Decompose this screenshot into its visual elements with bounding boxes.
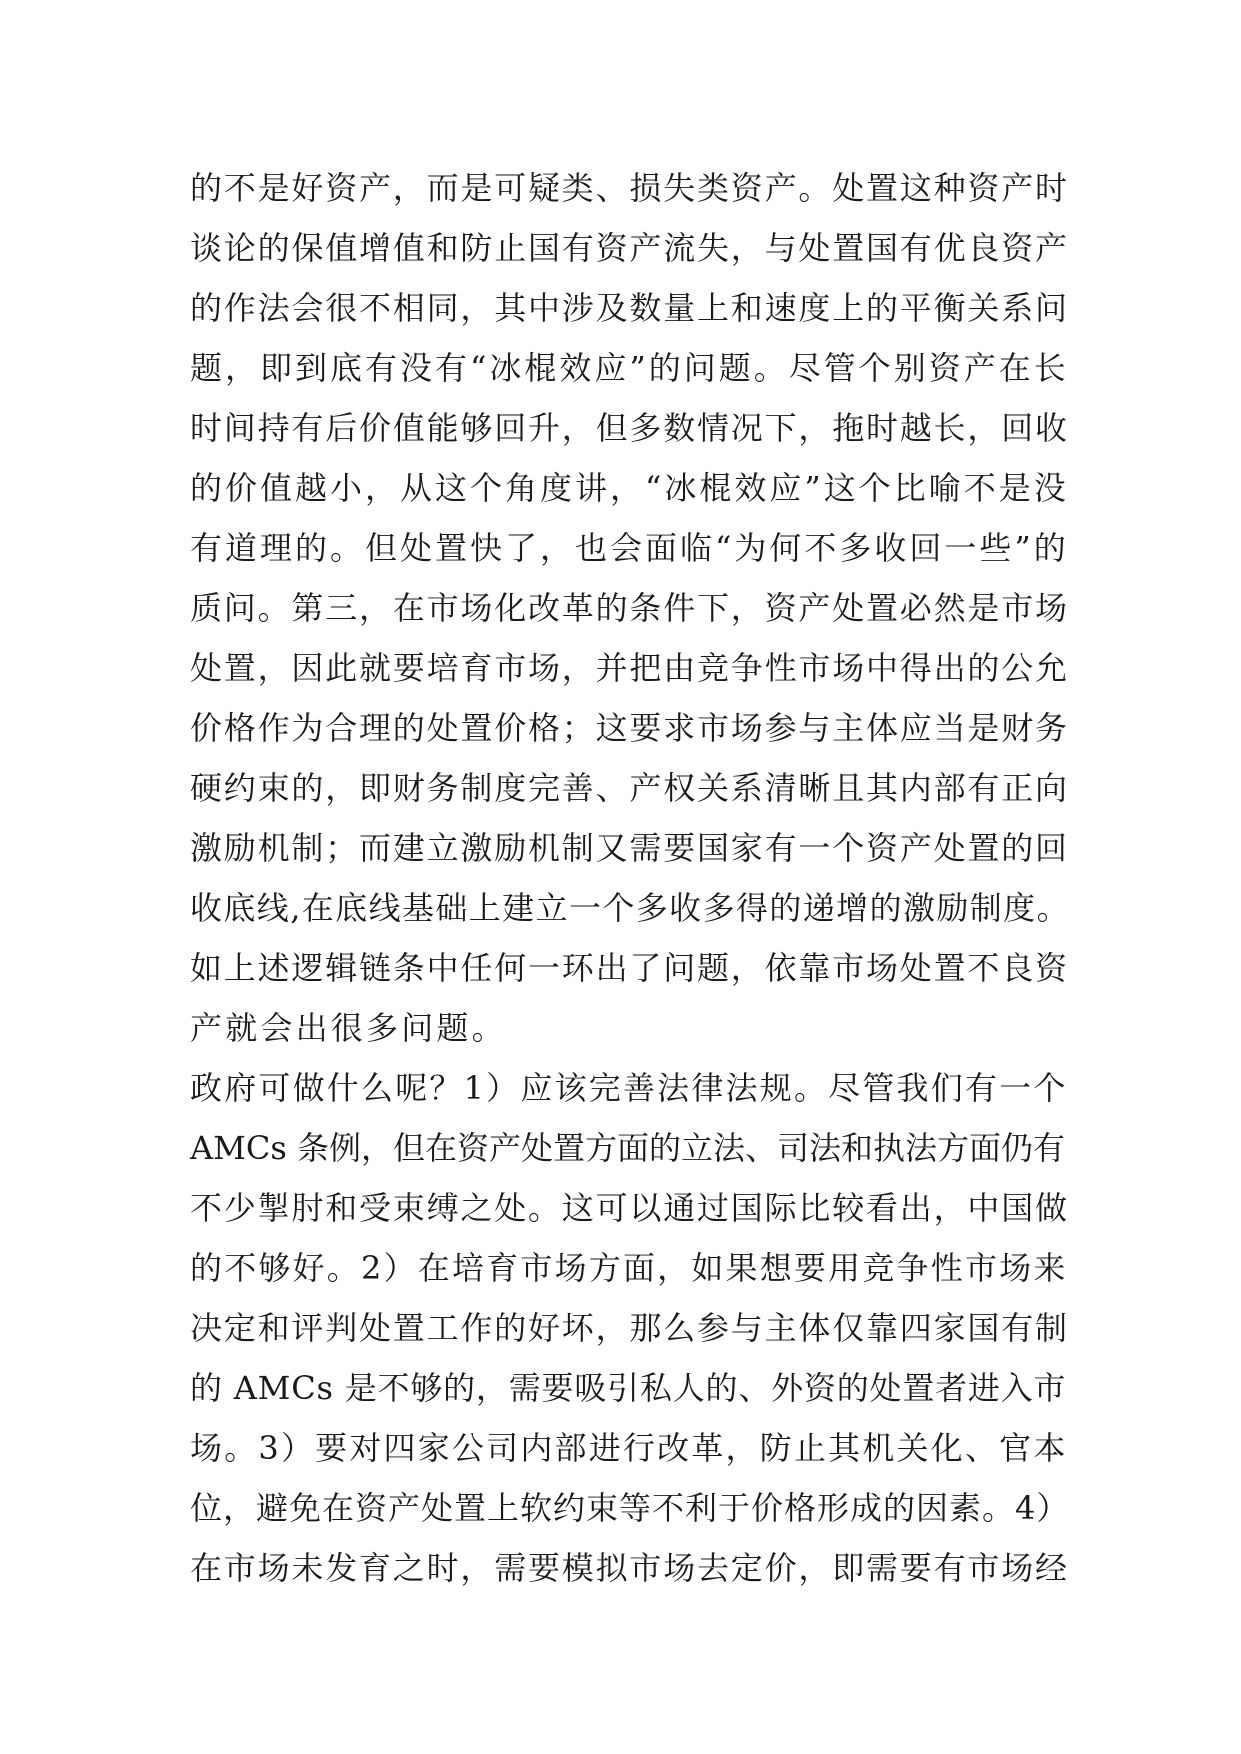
- text-line: 产就会出很多问题。: [190, 1009, 507, 1047]
- text-line: 在市场未发育之时，需要模拟市场去定价，即需要有市场经: [190, 1549, 1069, 1587]
- text-line: 决定和评判处置工作的好坏，那么参与主体仅靠四家国有制: [190, 1309, 1069, 1347]
- text-line: 题，即到底有没有“冰棍效应”的问题。尽管个别资产在长: [190, 349, 1069, 387]
- text-line: 的 AMCs 是不够的，需要吸引私人的、外资的处置者进入市: [190, 1369, 1067, 1407]
- text-line: AMCs 条例，但在资产处置方面的立法、司法和执法方面仍有: [190, 1129, 1065, 1167]
- text-line: 位，避免在资产处置上软约束等不利于价格形成的因素。4）: [190, 1489, 1070, 1527]
- text-line: 如上述逻辑链条中任何一环出了问题，依靠市场处置不良资: [190, 949, 1069, 987]
- text-line: 处置，因此就要培育市场，并把由竞争性市场中得出的公允: [190, 649, 1069, 687]
- text-line: 收底线,在底线基础上建立一个多收多得的递增的激励制度。: [190, 889, 1070, 927]
- text-line: 的不够好。2）在培育市场方面，如果想要用竞争性市场来: [190, 1249, 1068, 1287]
- text-line: 时间持有后价值能够回升，但多数情况下，拖时越长，回收: [190, 409, 1069, 447]
- text-line: 激励机制；而建立激励机制又需要国家有一个资产处置的回: [190, 829, 1069, 867]
- text-line: 场。3）要对四家公司内部进行改革，防止其机关化、官本: [190, 1429, 1068, 1467]
- text-line: 的作法会很不相同，其中涉及数量上和速度上的平衡关系问: [190, 289, 1069, 327]
- text-line: 的不是好资产，而是可疑类、损失类资产。处置这种资产时: [190, 169, 1069, 207]
- text-line: 谈论的保值增值和防止国有资产流失，与处置国有优良资产: [190, 229, 1069, 267]
- text-line: 质问。第三，在市场化改革的条件下，资产处置必然是市场: [190, 589, 1069, 627]
- text-line: 不少掣肘和受束缚之处。这可以通过国际比较看出，中国做: [190, 1189, 1069, 1227]
- text-line: 硬约束的，即财务制度完善、产权关系清晰且其内部有正向: [190, 769, 1069, 807]
- text-line: 的价值越小，从这个角度讲，“冰棍效应”这个比喻不是没: [190, 469, 1069, 507]
- text-line: 价格作为合理的处置价格；这要求市场参与主体应当是财务: [190, 709, 1069, 747]
- text-line: 政府可做什么呢？1）应该完善法律法规。尽管我们有一个: [190, 1069, 1068, 1107]
- text-line: 有道理的。但处置快了，也会面临“为何不多收回一些”的: [190, 529, 1069, 567]
- body-text: [190, 158, 1070, 1598]
